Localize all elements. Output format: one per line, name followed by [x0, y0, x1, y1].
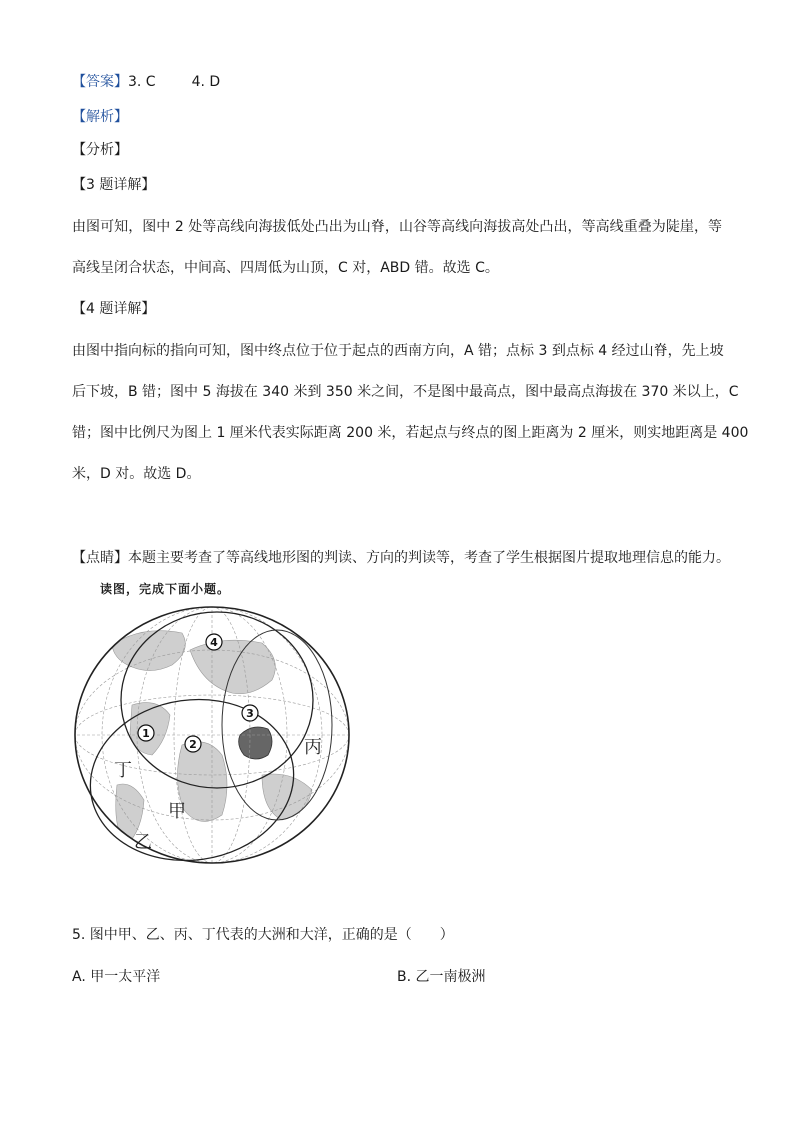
answer-4: 4. D — [191, 74, 221, 90]
q4-explanation — [72, 341, 749, 484]
marker-1 — [138, 725, 154, 741]
q3-tag: 【3 题详解】 — [72, 177, 156, 193]
q4-line-2: 后下坡，B 错；图中 5 海拔在 340 米到 350 米之间，不是图中最高点，图中最高点海拔在 370 米以上，C — [72, 384, 739, 400]
q5-option-a[interactable]: A. 甲一太平洋 — [72, 969, 161, 985]
answer-3: 3. C — [128, 74, 156, 90]
analysis-tag: 【解析】 — [72, 109, 128, 125]
label-bing: 丙 — [304, 737, 322, 758]
marker-4 — [206, 634, 222, 650]
q5-option-b[interactable]: B. 乙一南极洲 — [397, 969, 486, 985]
marker-2-label: 2 — [189, 738, 197, 751]
globe-svg — [72, 605, 352, 865]
label-yi: 乙 — [134, 832, 152, 853]
marker-3 — [242, 705, 258, 721]
q3-line-2: 高线呈闭合状态，中间高、四周低为山顶，C 对，ABD 错。故选 C。 — [72, 260, 499, 276]
answer-tag: 【答案】 — [72, 74, 128, 90]
marker-1-label: 1 — [142, 727, 150, 740]
globe-figure — [72, 605, 352, 865]
q5-stem: 5. 图中甲、乙、丙、丁代表的大洲和大洋，正确的是（ ） — [72, 927, 454, 943]
label-ding: 丁 — [114, 760, 132, 781]
q4-line-1: 由图中指向标的指向可知，图中终点位于位于起点的西南方向，A 错；点标 3 到点标 4 经过山脊，先上坡 — [72, 343, 724, 359]
q4-line-3: 错；图中比例尺为图上 1 厘米代表实际距离 200 米，若起点与终点的图上距离为 2 厘米，则实地距离是 400 — [72, 425, 749, 441]
china-region — [239, 727, 272, 759]
q4-line-4: 米，D 对。故选 D。 — [72, 466, 201, 482]
marker-2 — [185, 736, 201, 752]
figure-caption: 读图，完成下面小题。 — [100, 582, 231, 596]
dianjing-tag: 【点睛】 — [72, 550, 128, 566]
q4-tag: 【4 题详解】 — [72, 301, 156, 317]
dianjing-text: 本题主要考查了等高线地形图的判读、方向的判读等，考查了学生根据图片提取地理信息的能力。 — [128, 550, 730, 566]
marker-3-label: 3 — [246, 707, 254, 720]
marker-4-label: 4 — [210, 636, 218, 649]
fenxi-tag: 【分析】 — [72, 142, 128, 158]
label-jia: 甲 — [168, 801, 186, 822]
dianjing-line — [72, 548, 730, 568]
q3-line-1: 由图可知，图中 2 处等高线向海拔低处凸出为山脊，山谷等高线向海拔高处凸出，等高线重叠为陡崖，等 — [72, 219, 722, 235]
q3-explanation — [72, 217, 722, 278]
answer-line — [72, 72, 220, 92]
